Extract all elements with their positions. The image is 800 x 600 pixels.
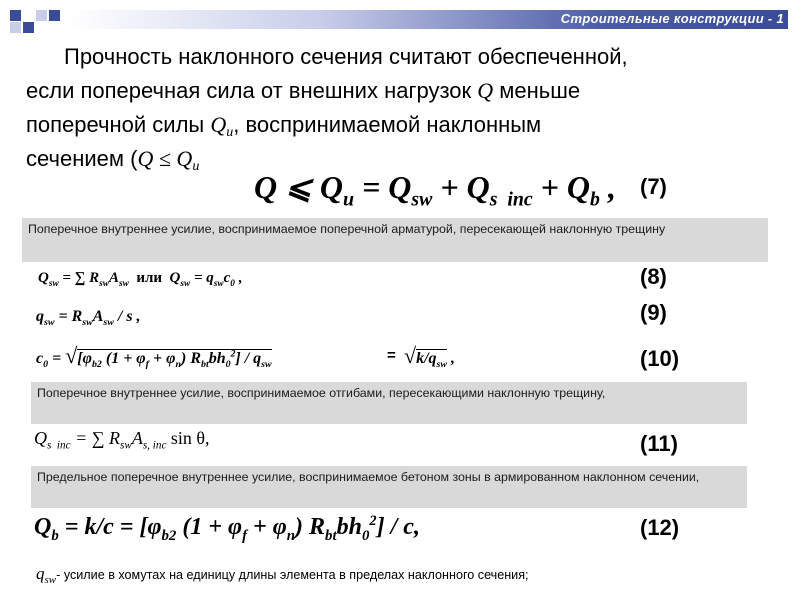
intro-line-4 xyxy=(26,142,256,176)
square-icon xyxy=(10,10,21,21)
equation-number-11: (11) xyxy=(640,431,678,456)
footnote xyxy=(36,564,529,586)
intro-line-3 xyxy=(26,108,766,142)
symbol-inequality: Q ≤ Q xyxy=(137,146,193,171)
caption-box-bent-bars: Поперечное внутреннее усилие, воспринимаемое отгибами, пересекающими наклонную трещину, xyxy=(31,382,747,424)
symbol-subscript: u xyxy=(192,159,200,174)
intro-line-1: Прочность наклонного сечения считают обеспеченной, xyxy=(64,44,628,69)
footnote-text: - усилие в хомутах на единицу длины элемента в пределах наклонного сечения; xyxy=(56,568,529,582)
formula-9: $q_{sw} = R_{sw}A_{sw} / s$ , xyxy=(36,308,141,329)
intro-text: , воспринимаемой наклонным xyxy=(233,112,542,137)
intro-line-2 xyxy=(26,74,766,108)
formula-10-short: $√k/q_{sw}$ , xyxy=(404,343,455,371)
intro-text: поперечной силы xyxy=(26,112,211,137)
formula-10: $c_0 = √[\varphi_{b2}$ $(1 + \varphi_f + \varphi_n)$ $R_{bt}bh_0^2] / q_{sw}$ xyxy=(36,343,272,371)
square-icon xyxy=(10,22,21,33)
square-icon xyxy=(23,22,34,33)
formula-12: $Q_b = k/c = [\varphi_{b2}$ $(1 + \varphi_f + \varphi_n)$ $R_{bt}bh_0^2$] / c, xyxy=(34,513,420,544)
header-title: Строительные конструкции - 1 xyxy=(560,11,784,26)
header-decoration xyxy=(10,10,70,30)
or-word: или xyxy=(136,270,163,286)
equation-number-9: (9) xyxy=(640,300,667,325)
intro-paragraph xyxy=(26,40,766,176)
square-icon xyxy=(49,10,60,21)
symbol-q: Q xyxy=(477,78,494,103)
square-icon xyxy=(36,10,47,21)
intro-text: меньше xyxy=(493,78,581,103)
equals-sign: = xyxy=(387,347,396,364)
equation-number-12: (12) xyxy=(640,515,680,540)
formula-8: $Q_{sw}$ = ∑ $R_{sw}A_{sw}$ или $Q_{sw} = q_{sw}c_0$ , xyxy=(38,270,243,289)
equation-number-7: (7) xyxy=(640,174,667,199)
intro-text: если поперечная сила от внешних нагрузок xyxy=(26,78,478,103)
intro-text: сечением ( xyxy=(26,146,138,171)
formula-11: $Q_{s inc}$ = ∑ $R_{sw}A_{s, inc}$ sin θ, xyxy=(34,428,210,452)
caption-box-stirrups: Поперечное внутреннее усилие, воспринимаемое поперечной арматурой, пересекающей наклонную трещину xyxy=(22,218,768,262)
symbol-qu: Q xyxy=(210,112,227,137)
symbol-subscript: sw xyxy=(44,574,57,586)
equation-number-10: (10) xyxy=(640,346,680,371)
formula-7: Q ⩽ $Q_u = Q_{sw} + Q_{s inc} + Q_b$ , xyxy=(254,169,616,211)
caption-box-concrete: Предельное поперечное внутреннее усилие, воспринимаемое бетоном зоны в армированном наклонном сечении, xyxy=(31,466,747,508)
symbol-q: q xyxy=(36,564,45,583)
symbol-subscript: u xyxy=(226,125,234,140)
equation-number-8: (8) xyxy=(640,264,667,289)
